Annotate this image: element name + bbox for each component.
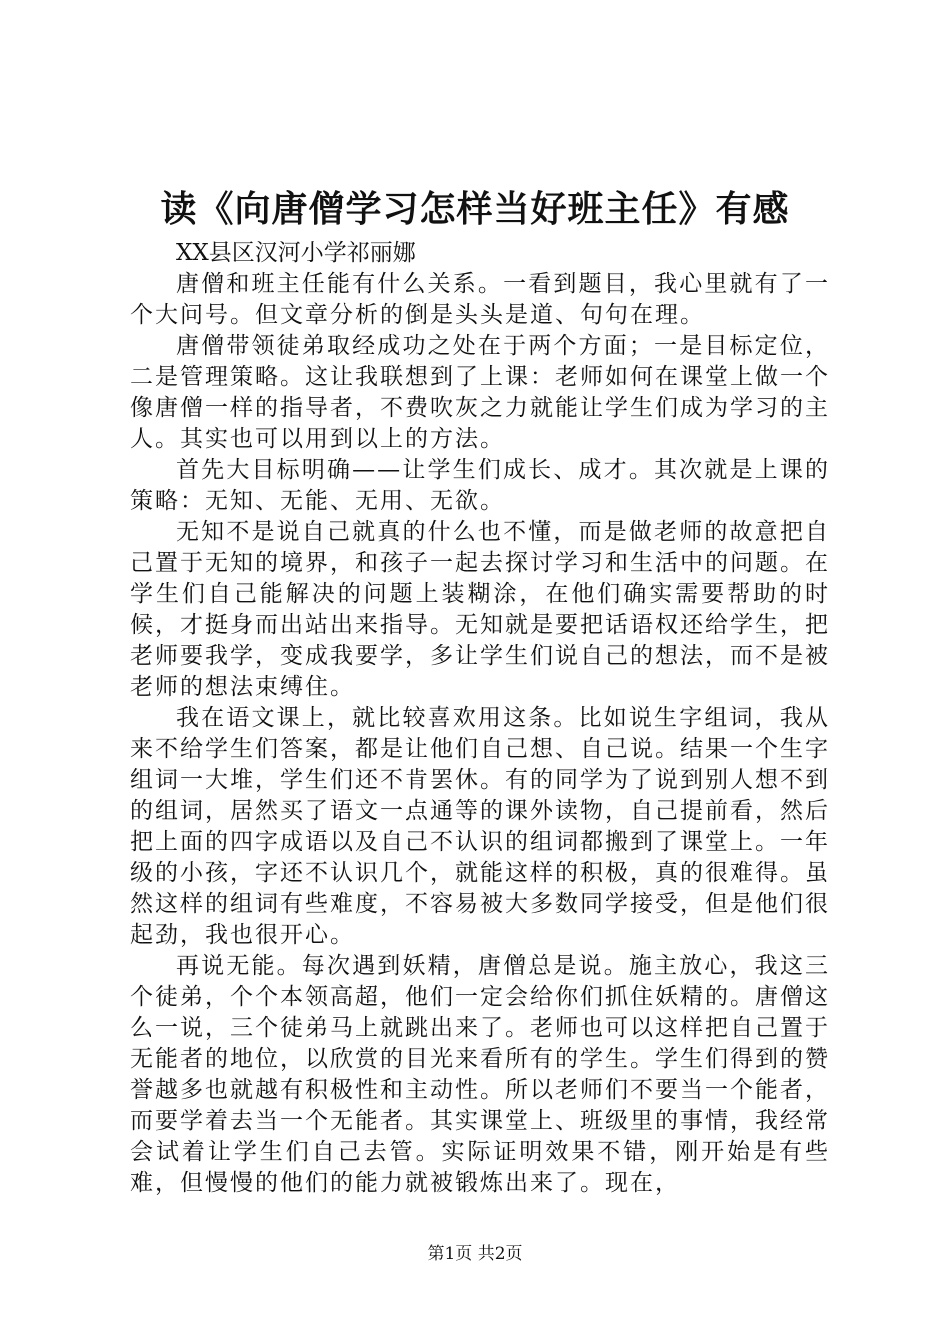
page-number-footer: 第1页 共2页 [427, 1244, 523, 1264]
document-body [130, 238, 830, 1199]
paragraph-2: 唐僧带领徒弟取经成功之处在于两个方面；一是目标定位，二是管理策略。这让我联想到了上课：老师如何在课堂上做一个像唐僧一样的指导者，不费吹灰之力就能让学生们成为学习的主人。其实也可以用到以上的方法。 [130, 333, 830, 452]
paragraph-3: 首先大目标明确——让学生们成长、成才。其次就是上课的策略：无知、无能、无用、无欲。 [130, 457, 830, 514]
author-line: XX县区汉河小学祁丽娜 [176, 240, 416, 266]
paragraph-4: 无知不是说自己就真的什么也不懂，而是做老师的故意把自己置于无知的境界，和孩子一起去探讨学习和生活中的问题。在学生们自己能解决的问题上装糊涂，在他们确实需要帮助的时候，才挺身而出站出来指导。无知就是要把话语权还给学生，把老师要我学，变成我要学，多让学生们说自己的想法，而不是被老师的想法束缚住。 [130, 519, 830, 700]
paragraph-1: 唐僧和班主任能有什么关系。一看到题目，我心里就有了一个大问号。但文章分析的倒是头头是道、句句在理。 [130, 271, 830, 328]
paragraph-6: 再说无能。每次遇到妖精，唐僧总是说。施主放心，我这三个徒弟，个个本领高超，他们一定会给你们抓住妖精的。唐僧这么一说，三个徒弟马上就跳出来了。老师也可以这样把自己置于无能者的地位，以欣赏的目光来看所有的学生。学生们得到的赞誉越多也就越有积极性和主动性。所以老师们不要当一个能者，而要学着去当一个无能者。其实课堂上、班级里的事情，我经常会试着让学生们自己去管。实际证明效果不错，刚开始是有些难，但慢慢的他们的能力就被锻炼出来了。现在， [130, 953, 830, 1196]
document-title: 读《向唐僧学习怎样当好班主任》有感 [160, 188, 790, 230]
paragraph-5: 我在语文课上，就比较喜欢用这条。比如说生字组词，我从来不给学生们答案，都是让他们自己想、自己说。结果一个生字组词一大堆，学生们还不肯罢休。有的同学为了说到别人想不到的组词，居然买了语文一点通等的课外读物，自己提前看，然后把上面的四字成语以及自己不认识的组词都搬到了课堂上。一年级的小孩，字还不认识几个，就能这样的积极，真的很难得。虽然这样的组词有些难度，不容易被大多数同学接受，但是他们很起劲，我也很开心。 [130, 705, 830, 948]
